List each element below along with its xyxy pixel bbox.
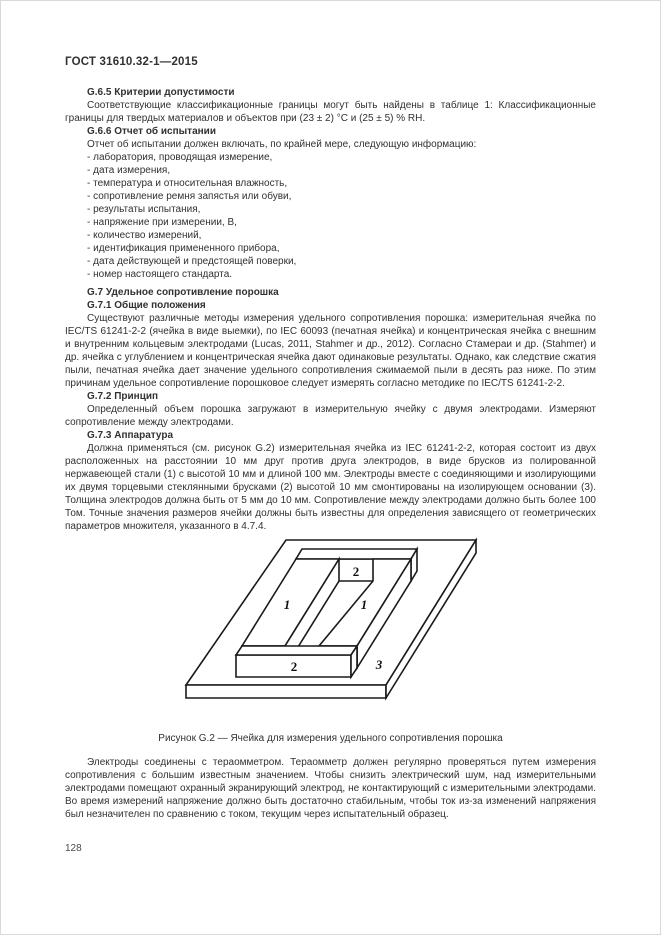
list-item: - результаты испытания,: [87, 204, 201, 215]
label-glass-bar-front: 2: [290, 659, 297, 674]
section-heading: G.6.6 Отчет об испытании: [87, 126, 216, 137]
list-item: - напряжение при измерении, В,: [87, 217, 237, 228]
list-item: - лаборатория, проводящая измерение,: [87, 152, 273, 163]
paragraph: Отчет об испытании должен включать, по крайней мере, следующую информацию:: [87, 139, 477, 150]
paragraph: Существуют различные методы измерения удельного сопротивления порошка: измерительная ячейка по IEC/TS 61241-2-2 (ячейка в виде выемки), по IEC 60093 (печатная ячейка) и концентрическая ячейка с внешним и внутренним кольцевым электродами (Lucas, 2011, Stahmer и др., 2012). Согласно Стамераи и др. (Stahmer) и др. ячейка с углублением и концентрическая ячейка дают одинаковые результаты. Однако, как следствие сжатия пыли, печатная ячейка дает значение удельного сопротивления сжимаемой пыли в десять раз ниже. По этим причинам удельное сопротивление порошковое следует измерять согласно методике по IEC/TS 61241-2-2.: [65, 313, 596, 389]
closing-paragraph: Электроды соединены с тераомметром. Тераомметр должен регулярно проверяться путем измерения сопротивления с большим известным значением. Чтобы снизить электрический шум, над измерительными электродами помещают охранный экранирующий электрод, не контактирующий с измерительными электродами. Во время измерений напряжение должно быть достаточно стабильным, чтобы ток из-за изменений напряжения был незначителен по сравнению с током, текущим через испытательный образец.: [65, 757, 596, 820]
section-heading: G.7.3 Аппаратура: [87, 430, 174, 441]
figure-g2: [65, 535, 596, 711]
label-electrode-right: 1: [360, 597, 367, 612]
chapter-heading: G.7 Удельное сопротивление порошка: [87, 287, 279, 298]
label-base-plate: 3: [375, 657, 382, 672]
list-item: - количество измерений,: [87, 230, 202, 241]
list-item: - дата действующей и предстоящей поверки,: [87, 256, 297, 267]
label-electrode-left: 1: [283, 597, 290, 612]
page-number: 128: [65, 843, 82, 854]
content-blocks: [65, 86, 596, 533]
section-heading: G.7.2 Принцип: [87, 391, 159, 402]
list-item: - дата измерения,: [87, 165, 171, 176]
list-item: - номер настоящего стандарта.: [87, 269, 233, 280]
section-heading: G.6.5 Критерии допустимости: [87, 87, 235, 98]
paragraph: Должна применяться (см. рисунок G.2) измерительная ячейка из IEC 61241-2-2, которая состоит из двух расположенных на расстоянии 10 мм друг против друга электродов, в виде брусков из полированной нержавеющей стали (1) с высотой 10 мм и длиной 100 мм. Электроды вместе с соединяющими и изолирующими их двумя торцевыми стеклянными брусками (2) высотой 10 мм смонтированы на изолирующем основании (3). Толщина электродов должна быть от 5 мм до 10 мм. Сопротивление между электродами должно быть более 100 Том. Точные значения размеров ячейки должны быть известны для определения зависящего от геометрических параметров множителя, указанного в 4.7.4.: [65, 443, 596, 532]
label-glass-bar-back: 2: [352, 564, 359, 579]
standard-number-header: ГОСТ 31610.32-1—2015: [65, 56, 198, 68]
list-item: - сопротивление ремня запястья или обуви,: [87, 191, 292, 202]
list-item: - идентификация примененного прибора,: [87, 243, 280, 254]
paragraph: Определенный объем порошка загружают в измерительную ячейку с двумя электродами. Измеряют сопротивление между электродами.: [65, 404, 596, 428]
paragraph: Соответствующие классификационные границы могут быть найдены в таблице 1: Классификационные границы для твердых материалов и объектов при (23 ± 2) °C и (25 ± 5) % RH.: [65, 100, 596, 124]
section-heading: G.7.1 Общие положения: [87, 300, 206, 311]
measuring-cell-drawing: [180, 535, 482, 707]
list-item: - температура и относительная влажность,: [87, 178, 288, 189]
figure-caption: Рисунок G.2 — Ячейка для измерения удельного сопротивления порошка: [158, 733, 503, 744]
